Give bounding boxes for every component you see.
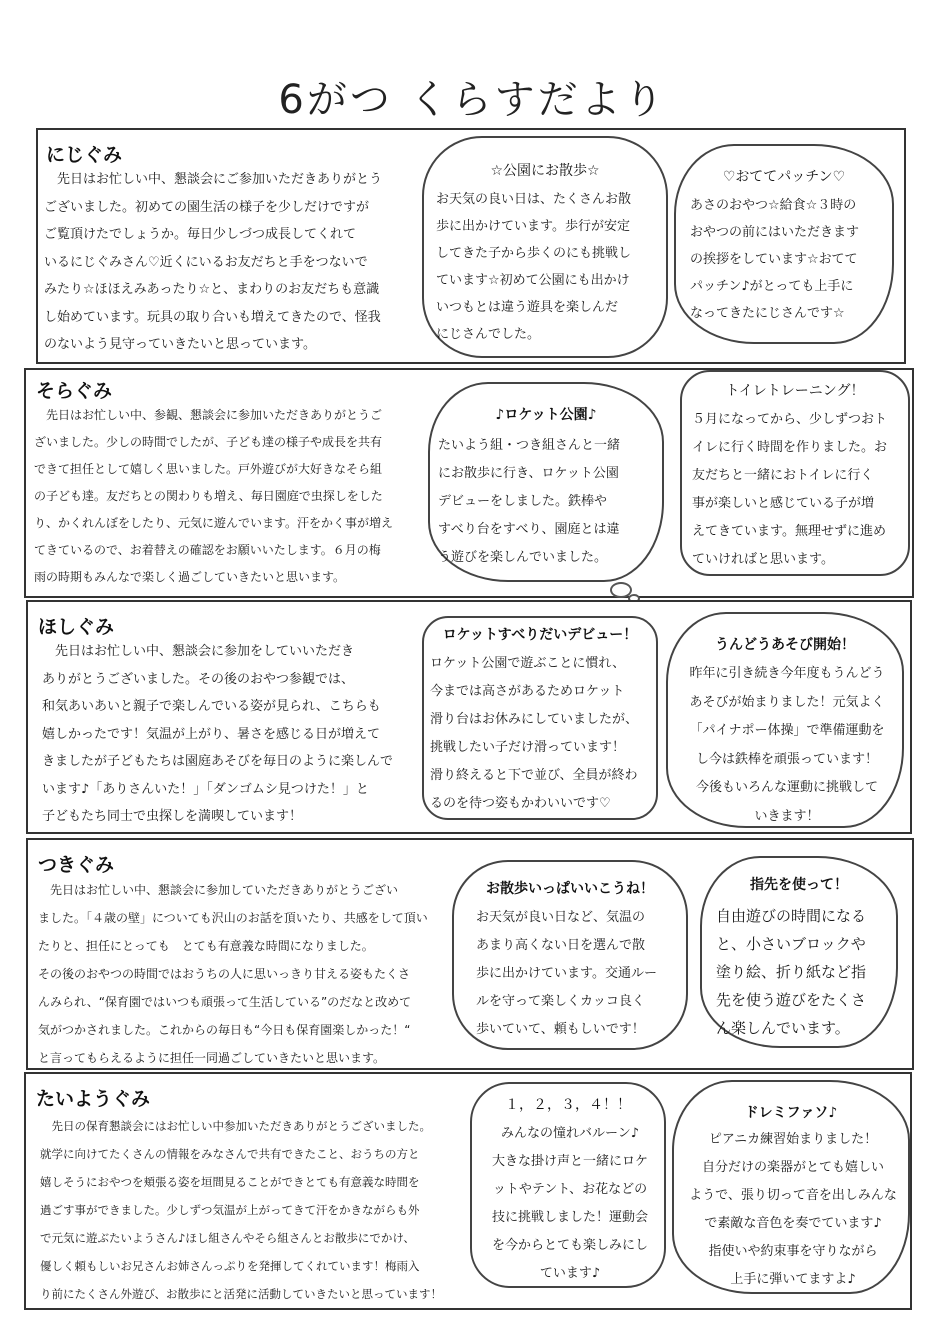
section-body: 先日はお忙しい中、懇談会に参加をしていいただき ありがとうございました。その後のおやつ参観では、 和気あいあいと親子で楽しんでいる姿が見られ、こちらも 嬉しかったです！気温が上がり、暑さを感じる日が増えて きましたが子どもたちは園庭あそびを毎日のように楽しんで います♪「ありさんいた！」「ダンゴムシ見つけた！」と 子どもたち同士で虫探しを満喫しています！ <box>42 644 394 824</box>
section-title: たいようぐみ <box>36 1088 151 1110</box>
bubble-text: たいよう組・つき組さんと一緒 にお散歩に行き、ロケット公園 デビューをしました。鉄棒や すべり台をすべり、園庭とは違 う遊びを楽しんでいました。 <box>438 438 621 565</box>
bubble-text: お天気の良い日は、たくさんお散 歩に出かけています。歩行が安定 してきた子から歩くのにも挑戦し ています☆初めて公園にも出かけ いつもとは違う遊具を楽しんだ にじさんでした。 <box>436 192 632 342</box>
cloud-bubble <box>428 382 664 582</box>
bubble-text: お天気が良い日など、気温の あまり高くない日を選んで散 歩に出かけています。交通ルー ルを守って楽しくカッコ良く 歩いていて、頼もしいです！ <box>476 910 657 1037</box>
bubble-title: ♡おててパッチン♡ <box>722 169 846 185</box>
bubble-title: ロケットすべりだいデビュー！ <box>442 627 638 643</box>
section-body: 先日はお忙しい中、懇談会にご参加いただきありがとう ございました。初めての園生活の様子を少しだけですが ご覧頂けたでしょうか。毎日少しづつ成長してくれて いるにじぐみさん♡近くにいるお友だちと手をつないで みたり☆ほほえみあったり☆と、まわりのお友だちも意識 し始めています。玩具の取り合いも増えてきたので、怪我 のないよう見守っていきたいと思っています。 <box>44 172 383 352</box>
speech-bubble <box>680 370 910 576</box>
cloud-bubble <box>700 856 898 1048</box>
bubble-title: トイレトレーニング！ <box>725 383 865 399</box>
bubble-text: ピアニカ練習始まりました！ 自分だけの楽器がとても嬉しい ようで、張り切って音を出しみんな で素敵な音色を奏でています♪ 指使いや約束事を守りながら 上手に弾いてますよ♪ <box>689 1132 897 1287</box>
section-body: 先日はお忙しい中、参観、懇談会に参加いただきありがとうご ざいました。少しの時間でしたが、子ども達の様子や成長を共有 できて担任として嬉しく思いました。戸外遊びが大好きなそら組 の子ども達。友だちとの関わりも増え、毎日園庭で虫探しをした り、かくれんぼをしたり、元気に遊んでいます。汗をかく事が増え てきているので、お着替えの確認をお願いいたします。６月の梅 雨の時期もみんなで楽しく過ごしていきたいと思います。 <box>34 408 394 584</box>
speech-bubble <box>422 616 658 820</box>
section-body: 先日の保育懇談会にはお忙しい中参加いただきありがとうございました。 就学に向けてたくさんの情報をみなさんで共有できたこと、おうちの方と 嬉しそうにおやつを頬張る姿を垣間見ることができとても有意義な時間を 過ごす事ができました。少しずつ気温が上がってきて汗をかきながらも外 で元気に遊ぶたいようさん♪ほし組さんやそら組さんとお散歩にでかけ、 優しく頼もしいお兄さんお姉さんっぷりを発揮してくれています！梅雨入 り前にたくさん外遊び、お散歩にと活発に活動していきたいと思っています！ <box>40 1119 443 1301</box>
bubble-title: １，２，３，４！！ <box>505 1097 631 1113</box>
section-title: にじぐみ <box>46 144 123 166</box>
bubble-text: ロケット公園で遊ぶことに慣れ、 今までは高さがあるためロケット 滑り台はお休みにしていましたが、 挑戦したい子だけ滑っています！ 滑り終えると下で並び、全員が終わ るのを待つ姿もかわいいです♡ <box>430 656 639 811</box>
bubble-text: ５月になってから、少しずつおト イレに行く時間を作りました。お 友だちと一緒におトイレに行く 事が楽しいと感じている子が増 えてきています。無理せずに進め ていければと思います。 <box>692 412 888 567</box>
bubble-title: ♪ロケット公園♪ <box>495 407 597 423</box>
bubble-title: お散歩いっぱいいこうね！ <box>486 881 654 897</box>
bubble-title: うんどうあそび開始！ <box>715 637 855 653</box>
bubble-text: 昨年に引き続き今年度もうんどう あそびが始まりました！元気よく 「パイナポー体操」で準備運動を し今は鉄棒を頑張っています！ 今後もいろんな運動に挑戦して いきます！ <box>689 666 885 824</box>
cloud-bubble <box>666 612 904 828</box>
cloud-bubble <box>672 1080 910 1294</box>
bubble-text: みんなの憧れバルーン♪ 大きな掛け声と一緒にロケ ットやテント、お花などの 技に挑戦しました！運動会 を今からとても楽しみにし ています♪ <box>491 1126 648 1281</box>
bubble-title: 指先を使って！ <box>750 877 848 893</box>
bubble-text: あさのおやつ☆給食☆３時の おやつの前にはいただきます の挨拶をしています☆おてて パッチン♪がとっても上手に なってきたにじさんです☆ <box>690 198 860 321</box>
speech-bubble <box>452 860 688 1050</box>
section-title: ほしぐみ <box>38 616 115 638</box>
section-title: つきぐみ <box>38 854 115 876</box>
bubble-title: ドレミファソ♪ <box>744 1105 838 1121</box>
page-title: 6がつ くらすだより <box>278 77 667 123</box>
speech-bubble <box>470 1082 666 1288</box>
section-title: そらぐみ <box>36 380 113 402</box>
bubble-text: 自由遊びの時間になる と、小さいブロックや 塗り絵、折り紙など指 先を使う遊びをたくさ ん楽しんでいます。 <box>716 907 867 1037</box>
cloud-bubble <box>674 144 894 344</box>
section-body: 先日はお忙しい中、懇談会に参加していただきありがとうござい ました。「４歳の壁」についても沢山のお話を頂いたり、共感をして頂い たりと、担任にとっても とても有意義な時間になりました。 その後のおやつの時間ではおうちの人に思いっきり甘える姿もたくさ んみられ、“保育園ではいつも頑張って生活している”のだなと改めて 気がつかされました。これからの毎日も“今日も保育園楽しかった！“ と言ってもらえるように担任一同過ごしていきたいと思います。 <box>38 883 428 1065</box>
speech-bubble <box>422 136 668 358</box>
bubble-title: ☆公園にお散歩☆ <box>490 163 600 179</box>
